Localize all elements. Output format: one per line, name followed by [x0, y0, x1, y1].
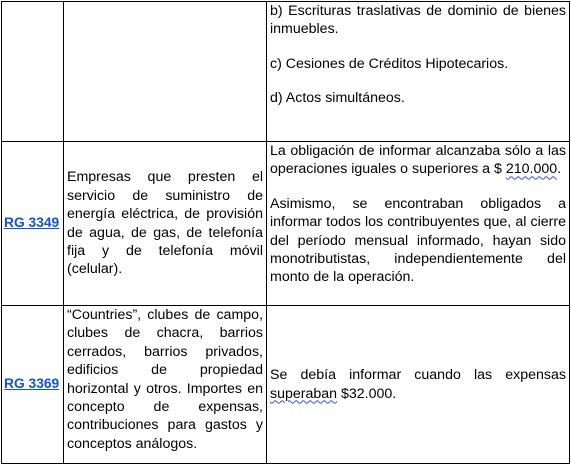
observation-expensas: Se debía informar cuando las expensas superaban $32.000.	[270, 367, 566, 402]
observation-monotributistas: Asimismo, se encontraban obligados a informar todos los contribuyentes que, al cierre del período mensual informado, hayan sido monotributistas, independientemente del monto de la operación.	[270, 195, 566, 286]
observation-b: b) Escrituras traslativas de dominio de bienes inmuebles.	[270, 3, 566, 38]
spellcheck-underline: 210.000	[505, 161, 558, 178]
rg-3349-link[interactable]: RG 3349	[4, 215, 60, 231]
observations-cell	[267, 306, 570, 464]
code-cell	[2, 306, 64, 464]
description-cell: “Countries”, clubes de campo, clubes de chacra, barrios cerrados, barrios privados, edificios de propiedad horizontal y otros. Importes en concepto de expensas, contribuciones para gastos y conceptos análogos.	[64, 306, 267, 464]
observation-threshold: La obligación de informar alcanzaba sólo a las operaciones iguales o superiores a $ 210.000.	[270, 143, 566, 178]
rg-3369-link[interactable]: RG 3369	[4, 376, 60, 392]
observation-c: c) Cesiones de Créditos Hipotecarios.	[270, 55, 509, 72]
table-row	[2, 306, 570, 464]
table-row	[2, 2, 570, 142]
spellcheck-underline: superaban	[270, 385, 338, 402]
observations-cell	[267, 142, 570, 306]
description-cell	[64, 2, 267, 142]
description-cell: Empresas que presten el servicio de suministro de energía eléctrica, de provisión de agua, de gas, de telefonía fija y de telefonía móvil (celular).	[64, 142, 267, 306]
observations-cell	[267, 2, 570, 142]
code-cell	[2, 2, 64, 142]
observation-d: d) Actos simultáneos.	[270, 90, 405, 107]
table-row	[2, 142, 570, 306]
regulations-table	[1, 1, 570, 464]
code-cell	[2, 142, 64, 306]
